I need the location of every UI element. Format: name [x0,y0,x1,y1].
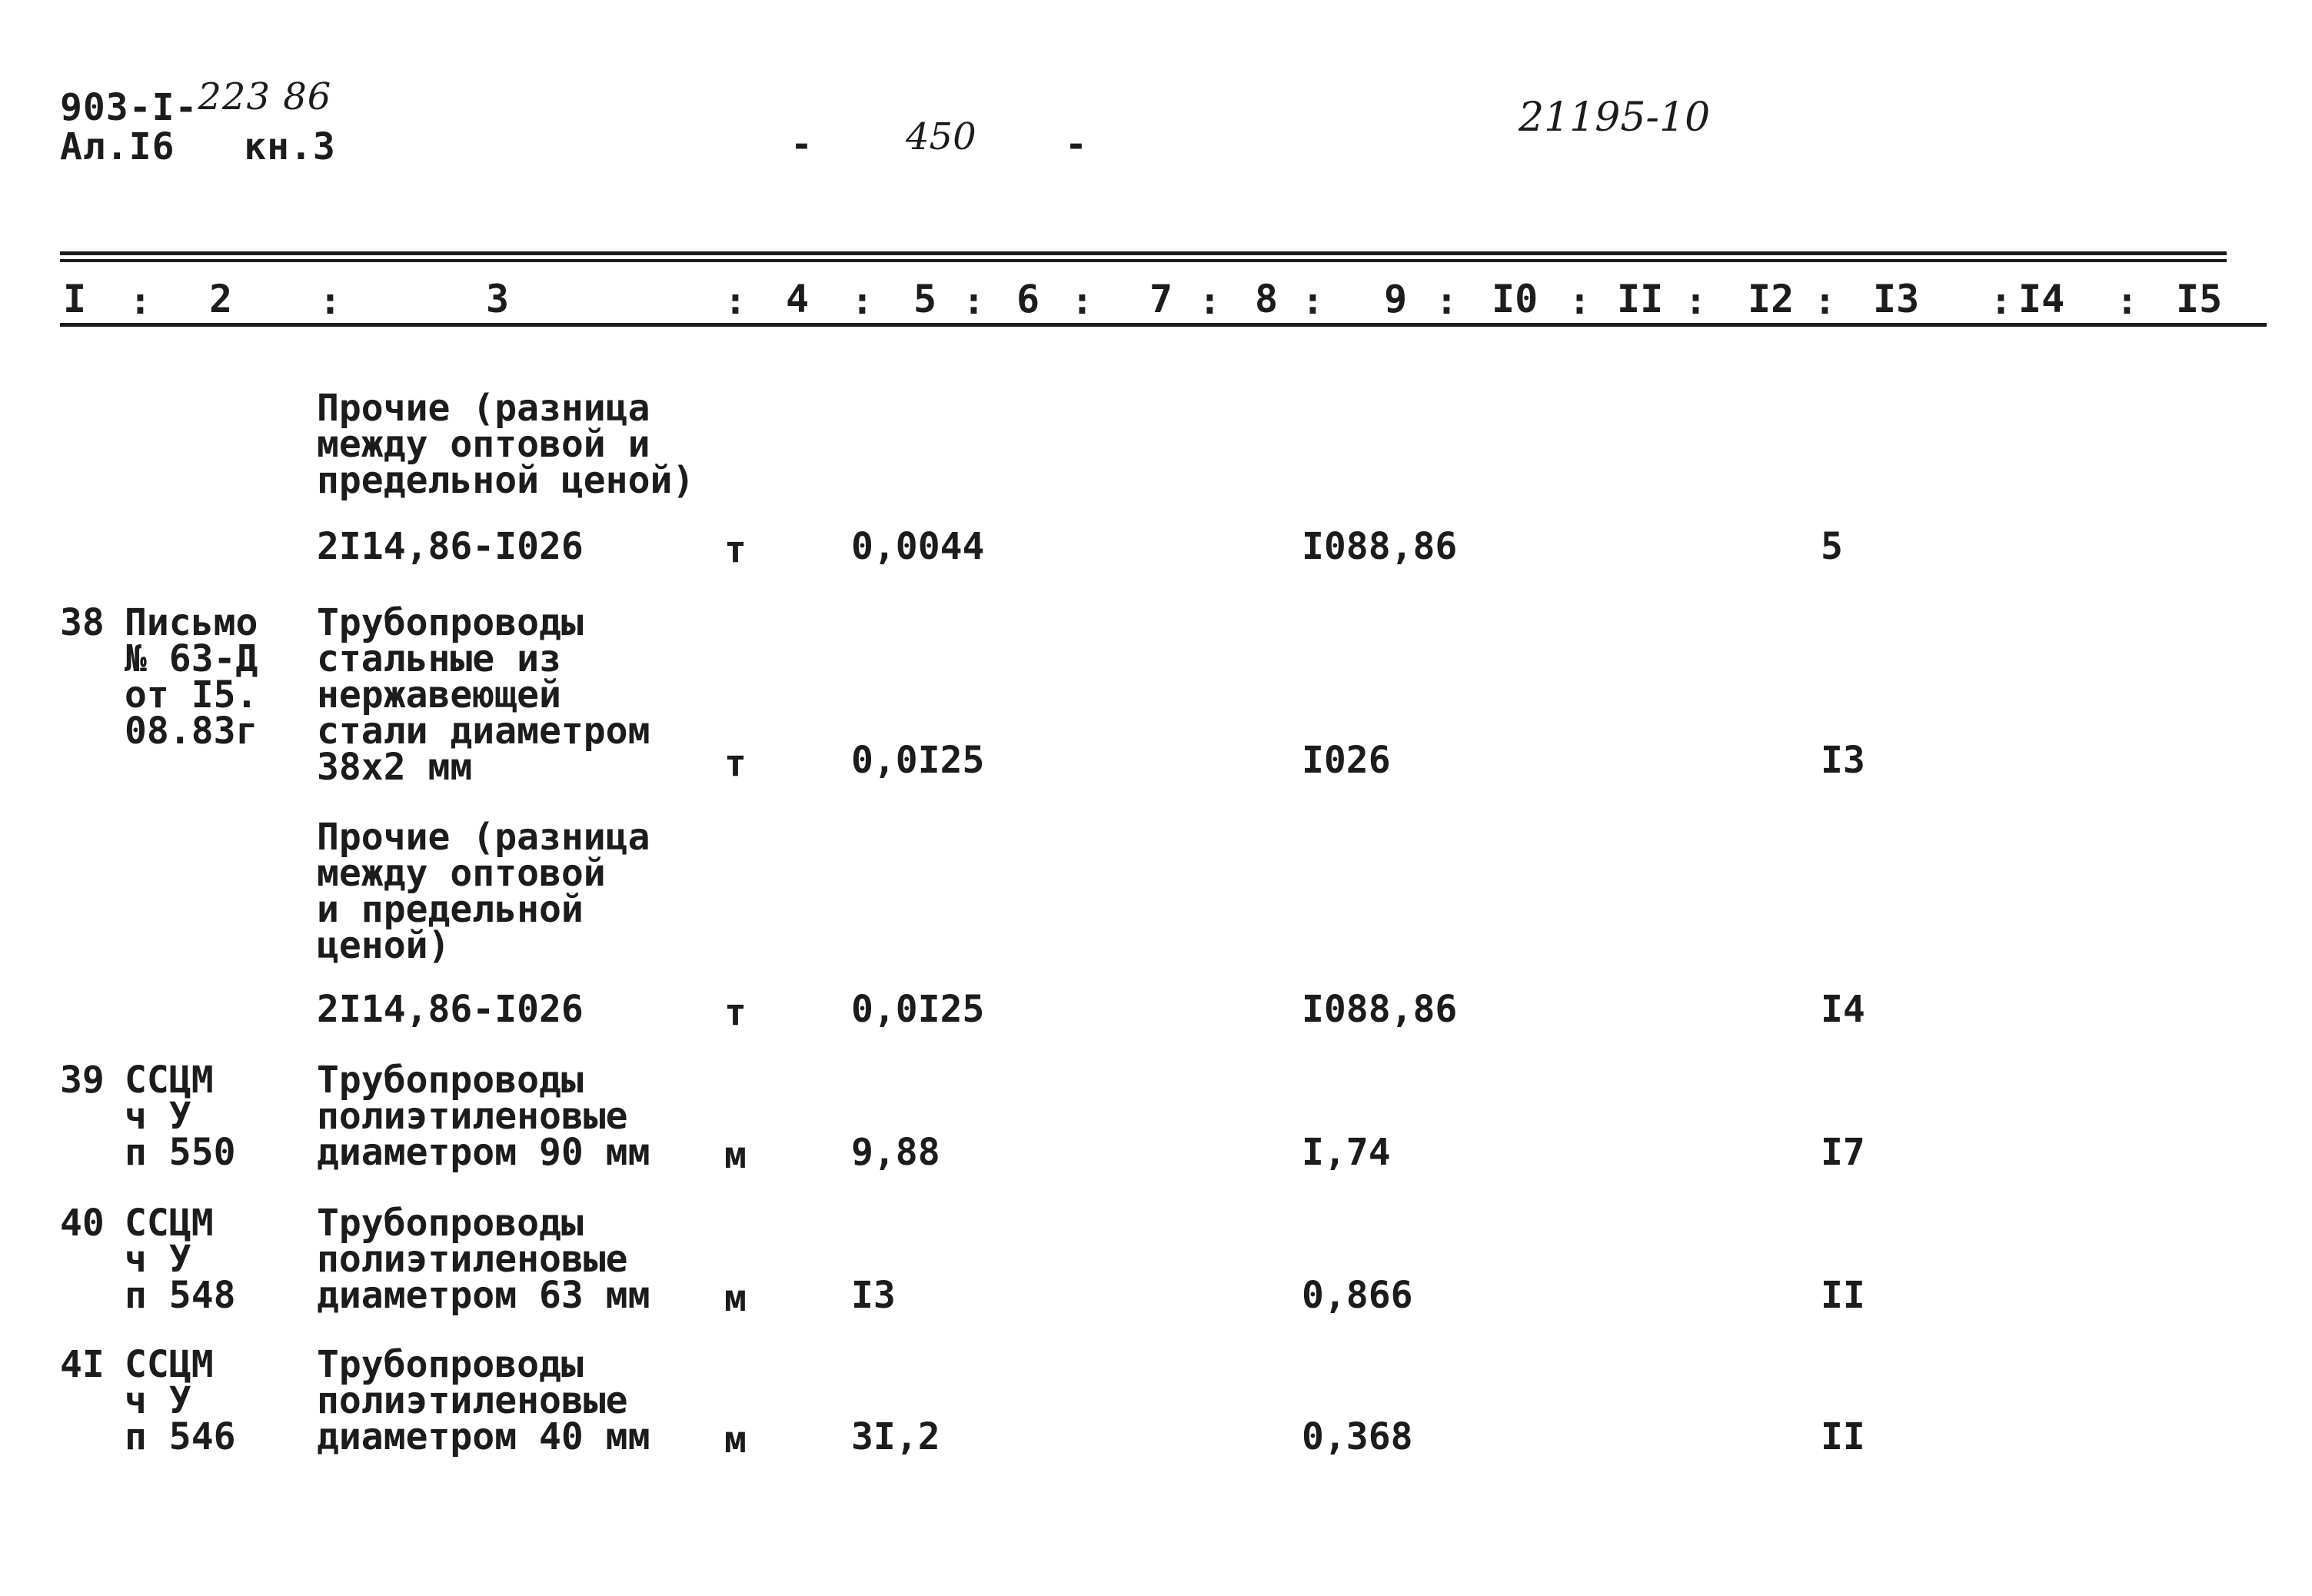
column-number-5: 5 [913,277,937,321]
column-separator: : [319,280,341,323]
row-price: I088,86 [1302,988,1458,1031]
row-price: I,74 [1302,1131,1391,1174]
row-price: 0,368 [1302,1415,1413,1458]
row-number: 38 [60,601,105,644]
document-code-handwritten: 223 86 [198,75,332,118]
row-col13: II [1821,1415,1865,1458]
column-number-8: 8 [1255,277,1279,321]
document-code-prefix: 903-I- [60,86,198,129]
column-separator: : [129,280,151,323]
row-price: I026 [1302,739,1391,782]
row-quantity: 9,88 [851,1131,940,1174]
document-code [60,75,332,129]
row-name: Прочие (разница между оптовой и предельной ценой) [317,816,650,967]
row-source: ССЦМ ч У п 550 [125,1059,236,1174]
column-number-13: I3 [1873,277,1920,321]
column-separator: : [963,280,985,323]
row-number: 40 [60,1202,105,1245]
column-separator: : [1569,280,1591,323]
column-number-2: 2 [209,277,233,321]
column-number-10: I0 [1492,277,1539,321]
row-number: 4I [60,1343,105,1386]
row-unit: т [724,742,747,785]
row-quantity: I3 [851,1274,896,1317]
page-dash-left: - [790,123,813,166]
column-number-11: II [1617,277,1664,321]
sheet-number: 21195-10 [1519,95,1711,141]
row-quantity: 0,0I25 [851,988,985,1031]
row-price: I088,86 [1302,525,1458,568]
row-unit: м [724,1134,747,1177]
row-col13: 5 [1821,525,1843,568]
album-book-label: Ал.I6 кн.3 [60,125,336,168]
column-number-15: I5 [2176,277,2223,321]
row-source: Письмо № 63-Д от I5. 08.83г [125,601,258,753]
row-name: 2I14,86-I026 [317,525,584,568]
row-number: 39 [60,1059,105,1102]
row-name: Трубопроводы полиэтиленовые диаметром 40 мм [317,1343,650,1458]
column-number-9: 9 [1384,277,1408,321]
row-col13: I4 [1821,988,1865,1031]
row-unit: м [724,1277,747,1320]
header-top-rule [60,251,2227,255]
row-unit: т [724,991,747,1034]
column-separator: : [1814,280,1836,323]
page-dash-right: - [1065,123,1088,166]
column-separator: : [1071,280,1093,323]
column-number-1: I [63,277,87,321]
column-separator: : [1435,280,1458,323]
row-col13: I3 [1821,739,1865,782]
header-mid-rule [60,259,2227,262]
row-col13: II [1821,1274,1865,1317]
column-separator: : [851,280,873,323]
header-bottom-rule [60,323,2267,327]
row-unit: м [724,1418,747,1461]
row-name: 2I14,86-I026 [317,988,584,1031]
column-separator: : [1990,280,2012,323]
column-separator: : [1199,280,1221,323]
row-name: Трубопроводы стальные из нержавеющей стали диаметром 38х2 мм [317,601,650,789]
column-separator: : [2116,280,2138,323]
row-quantity: 3I,2 [851,1415,940,1458]
page-number: 450 [906,115,976,158]
row-price: 0,866 [1302,1274,1413,1317]
row-name: Трубопроводы полиэтиленовые диаметром 90 мм [317,1059,650,1174]
column-number-14: I4 [2018,277,2065,321]
column-number-7: 7 [1149,277,1173,321]
column-separator: : [724,280,747,323]
row-quantity: 0,0I25 [851,739,985,782]
row-name: Прочие (разница между оптовой и предельной ценой) [317,387,695,502]
column-number-4: 4 [786,277,810,321]
column-number-12: I2 [1748,277,1795,321]
row-quantity: 0,0044 [851,525,985,568]
row-source: ССЦМ ч У п 546 [125,1343,236,1458]
column-number-3: 3 [486,277,510,321]
column-separator: : [1685,280,1707,323]
column-separator: : [1302,280,1324,323]
column-number-6: 6 [1016,277,1040,321]
row-col13: I7 [1821,1131,1865,1174]
row-name: Трубопроводы полиэтиленовые диаметром 63 мм [317,1202,650,1317]
row-source: ССЦМ ч У п 548 [125,1202,236,1317]
row-unit: т [724,528,747,571]
